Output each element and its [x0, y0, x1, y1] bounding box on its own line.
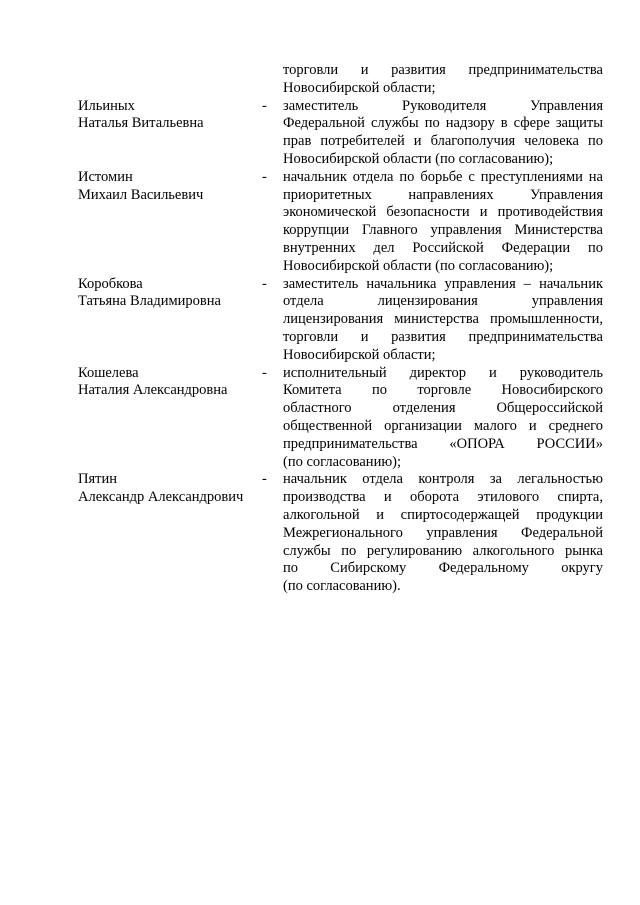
member-position: [283, 365, 603, 472]
member-name: [78, 471, 258, 507]
surname: Кошелева: [78, 364, 139, 381]
position-line: Новосибирской области (по согласованию);: [283, 257, 554, 274]
position-line: по Сибирскому Федеральному округу: [283, 560, 603, 577]
position-line: экономической безопасности и противодействия: [283, 204, 603, 221]
given-names: Татьяна Владимировна: [78, 293, 221, 310]
surname: Пятин: [78, 471, 117, 488]
position-line: службы по регулированию алкогольного рынка: [283, 542, 603, 559]
position-line: Новосибирской области (по согласованию);: [283, 150, 554, 167]
surname: Коробкова: [78, 275, 143, 292]
position-line: Новосибирской области;: [283, 79, 436, 96]
member-name: [78, 98, 258, 134]
position-line: прав потребителей и благополучия человека по: [283, 133, 603, 150]
position-line: (по согласованию);: [283, 453, 402, 470]
position-line: Новосибирской области;: [283, 346, 436, 363]
position-line: отдела лицензирования управления: [283, 293, 603, 310]
position-line: торговли и развития предпринимательства: [283, 62, 603, 78]
position-line: начальник отдела контроля за легальностью: [283, 471, 603, 488]
position-line: Комитета по торговле Новосибирского: [283, 382, 603, 399]
given-names: Наталия Александровна: [78, 382, 228, 399]
position-line: общественной организации малого и среднего: [283, 417, 603, 434]
member-position: [283, 169, 603, 276]
given-names: Наталья Витальевна: [78, 115, 204, 132]
position-line: торговли и развития предпринимательства: [283, 328, 603, 345]
position-line: внутренних дел Российской Федерации по: [283, 239, 603, 256]
separator-dash: -: [262, 168, 267, 185]
position-line: заместитель Руководителя Управления: [283, 97, 603, 114]
member-name: [78, 276, 258, 312]
member-name: [78, 365, 258, 401]
given-names: Михаил Васильевич: [78, 186, 204, 203]
position-line: алкогольной и спиртосодержащей продукции: [283, 506, 603, 523]
given-names: Александр Александрович: [78, 489, 244, 506]
position-line: Федеральной службы по надзору в сфере защиты: [283, 115, 603, 132]
position-line: лицензирования министерства промышленности,: [283, 311, 603, 328]
position-line: производства и оборота этилового спирта,: [283, 489, 603, 506]
separator-dash: -: [262, 471, 267, 488]
separator-dash: -: [262, 364, 267, 381]
position-line: коррупции Главного управления Министерства: [283, 222, 603, 239]
member-position: [283, 62, 603, 98]
position-line: областного отделения Общероссийской: [283, 400, 603, 417]
position-line: исполнительный директор и руководитель: [283, 364, 603, 381]
position-line: приоритетных направлениях Управления: [283, 186, 603, 203]
member-name: [78, 169, 258, 205]
position-line: Межрегионального управления Федеральной: [283, 524, 603, 541]
position-line: начальник отдела по борьбе с преступлениями на: [283, 168, 603, 185]
separator-dash: -: [262, 275, 267, 292]
position-line: (по согласованию).: [283, 578, 401, 595]
member-position: [283, 98, 603, 169]
member-position: [283, 471, 603, 596]
surname: Истомин: [78, 168, 133, 185]
separator-dash: -: [262, 97, 267, 114]
position-line: заместитель начальника управления – начальник: [283, 275, 603, 292]
surname: Ильиных: [78, 97, 135, 114]
member-position: [283, 276, 603, 365]
position-line: предпринимательства «ОПОРА РОССИИ»: [283, 435, 603, 452]
